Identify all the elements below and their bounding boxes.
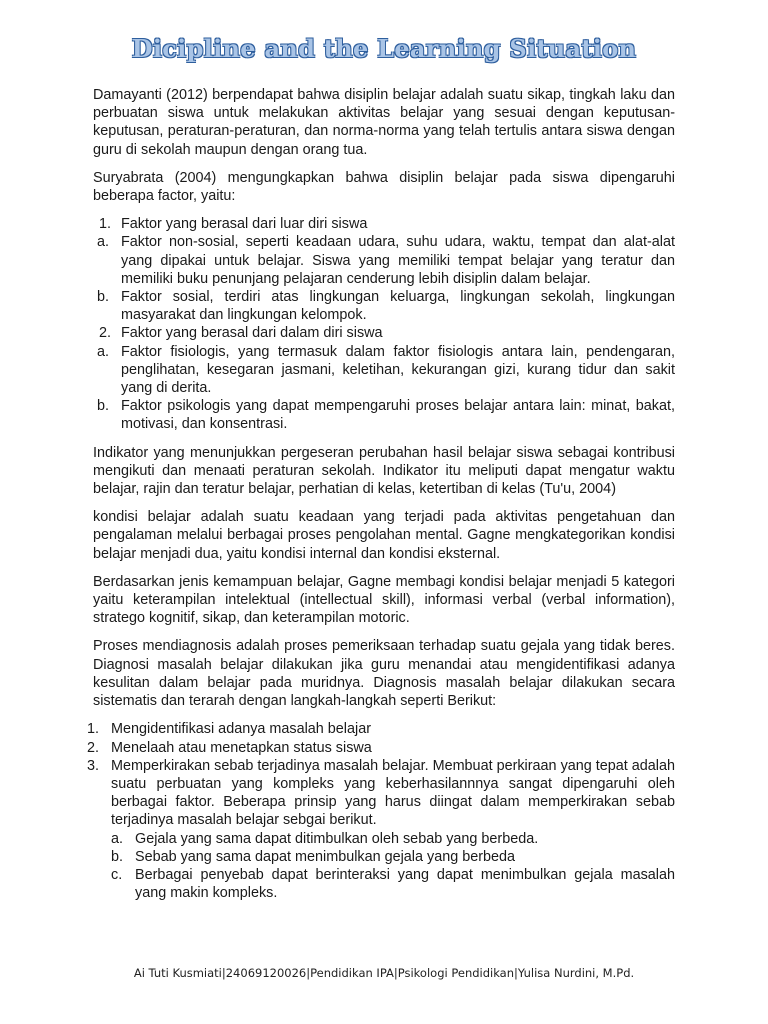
list-item-text: Faktor fisiologis, yang termasuk dalam faktor fisiologis antara lain, pendengaran, penglihatan, kesegaran jasmani, keletihan, kekurangan gizi, kurang tidur dan sakit yang di derita.	[121, 343, 675, 397]
list-item	[97, 343, 675, 398]
page-title: Dicipline and the Learning Situation	[131, 34, 637, 63]
list-item-text: Gejala yang sama dapat ditimbulkan oleh sebab yang berbeda.	[135, 830, 539, 847]
paragraph-diagnosis: Proses mendiagnosis adalah proses pemeriksaan terhadap suatu gejala yang tidak beres. Diagnosi masalah belajar dilakukan jika guru menandai atau mengidentifikasi adanya kesulitan dalam belajar pada muridnya. Diagnosis masalah belajar dilakukan secara sistematis dan terarah dengan langkah-langkah seperti Berikut:	[93, 638, 675, 710]
list-item-text: Sebab yang sama dapat menimbulkan gejala yang berbeda	[135, 848, 516, 865]
factor-sublist	[97, 233, 675, 324]
list-letter: b.	[111, 848, 124, 865]
factor-label: Faktor yang berasal dari luar diri siswa	[121, 216, 368, 233]
list-item	[111, 866, 675, 902]
list-item-text: Berbagai penyebab dapat berinteraksi yang dapat menimbulkan gejala masalah yang makin kompleks.	[135, 866, 675, 902]
list-item	[87, 720, 675, 738]
page-footer: Ai Tuti Kusmiati|24069120026|Pendidikan IPA|Psikologi Pendidikan|Yulisa Nurdini, M.Pd.	[133, 966, 635, 980]
list-number: 2.	[87, 739, 100, 756]
list-item-text: Faktor sosial, terdiri atas lingkungan keluarga, lingkungan sekolah, lingkungan masyarakat dan lingkungan kelompok.	[121, 289, 675, 324]
diagnosis-steps-list	[87, 720, 675, 902]
list-item-text: Faktor non-sosial, seperti keadaan udara, suhu udara, waktu, tempat dan alat-alat yang dipakai untuk belajar. Siswa yang memiliki tempat belajar yang teratur dan memiliki buku penunjang pelajaran cenderung lebih disiplin dalam belajar.	[121, 234, 675, 287]
list-letter: a.	[97, 343, 110, 360]
factor-sublist	[97, 343, 675, 434]
paragraph-kondisi: kondisi belajar adalah suatu keadaan yang terjadi pada aktivitas pengetahuan dan pengalaman melalui berbagai proses pengolahan mental. Gagne mengkategorikan kondisi belajar menjadi dua, yaitu kondisi internal dan kondisi eksternal.	[93, 509, 675, 562]
factor-list	[93, 215, 675, 433]
paragraph-suryabrata: Suryabrata (2004) mengungkapkan bahwa disiplin belajar pada siswa dipengaruhi beberapa factor, yaitu:	[93, 169, 675, 205]
list-item	[97, 397, 675, 433]
list-letter: a.	[111, 830, 124, 847]
list-item-text: Mengidentifikasi adanya masalah belajar	[111, 721, 371, 738]
paragraph-indikator: Indikator yang menunjukkan pergeseran perubahan hasil belajar siswa sebagai kontribusi mengikuti dan menaati peraturan sekolah. Indikator itu meliputi dapat mengatur waktu belajar, rajin dan teratur belajar, perhatian di kelas, ketertiban di kelas (Tu'u, 2004)	[93, 444, 675, 498]
document-body	[87, 86, 675, 902]
list-item	[87, 739, 675, 757]
list-number: 1.	[99, 216, 112, 233]
list-number: 1.	[87, 721, 100, 738]
list-letter: b.	[97, 289, 110, 306]
factor-item-external	[93, 215, 675, 324]
list-item-text: Faktor psikologis yang dapat mempengaruhi proses belajar antara lain: minat, bakat, motivasi, dan konsentrasi.	[121, 398, 675, 433]
list-number: 3.	[87, 757, 100, 774]
list-item	[111, 830, 675, 848]
list-letter: a.	[97, 234, 110, 251]
list-item-text: Memperkirakan sebab terjadinya masalah belajar. Membuat perkiraan yang tepat adalah suatu perbuatan yang kompleks yang keberhasilannnya sangat dipengaruhi oleh berbagai faktor. Beberapa prinsip yang harus diingat dalam memperkirakan sebab terjadinya masalah belajar sebgai berikut.	[111, 757, 675, 829]
paragraph-gagne: Berdasarkan jenis kemampuan belajar, Gagne membagi kondisi belajar menjadi 5 kategori yaitu keterampilan intelektual (intellectual skill), informasi verbal (verbal information), stratego kognitif, sikap, dan keterampilan motoric.	[93, 573, 675, 627]
list-number: 2.	[99, 325, 112, 342]
principles-list	[111, 830, 675, 903]
factor-item-internal	[93, 324, 675, 433]
paragraph-damayanti: Damayanti (2012) berpendapat bahwa disiplin belajar adalah suatu sikap, tingkah laku dan perbuatan siswa untuk melakukan aktivitas belajar yang sesuai dengan keputusan-keputusan, peraturan-peraturan, dan norma-norma yang telah tertulis antara siswa dengan guru di sekolah maupun dengan orang tua.	[93, 87, 675, 158]
list-letter: b.	[97, 398, 110, 415]
list-item	[87, 757, 675, 903]
list-item-text: Menelaah atau menetapkan status siswa	[111, 739, 372, 756]
list-item	[97, 288, 675, 324]
list-letter: c.	[111, 866, 123, 883]
factor-label: Faktor yang berasal dari dalam diri siswa	[121, 325, 383, 342]
list-item	[97, 233, 675, 288]
list-item	[111, 848, 675, 866]
